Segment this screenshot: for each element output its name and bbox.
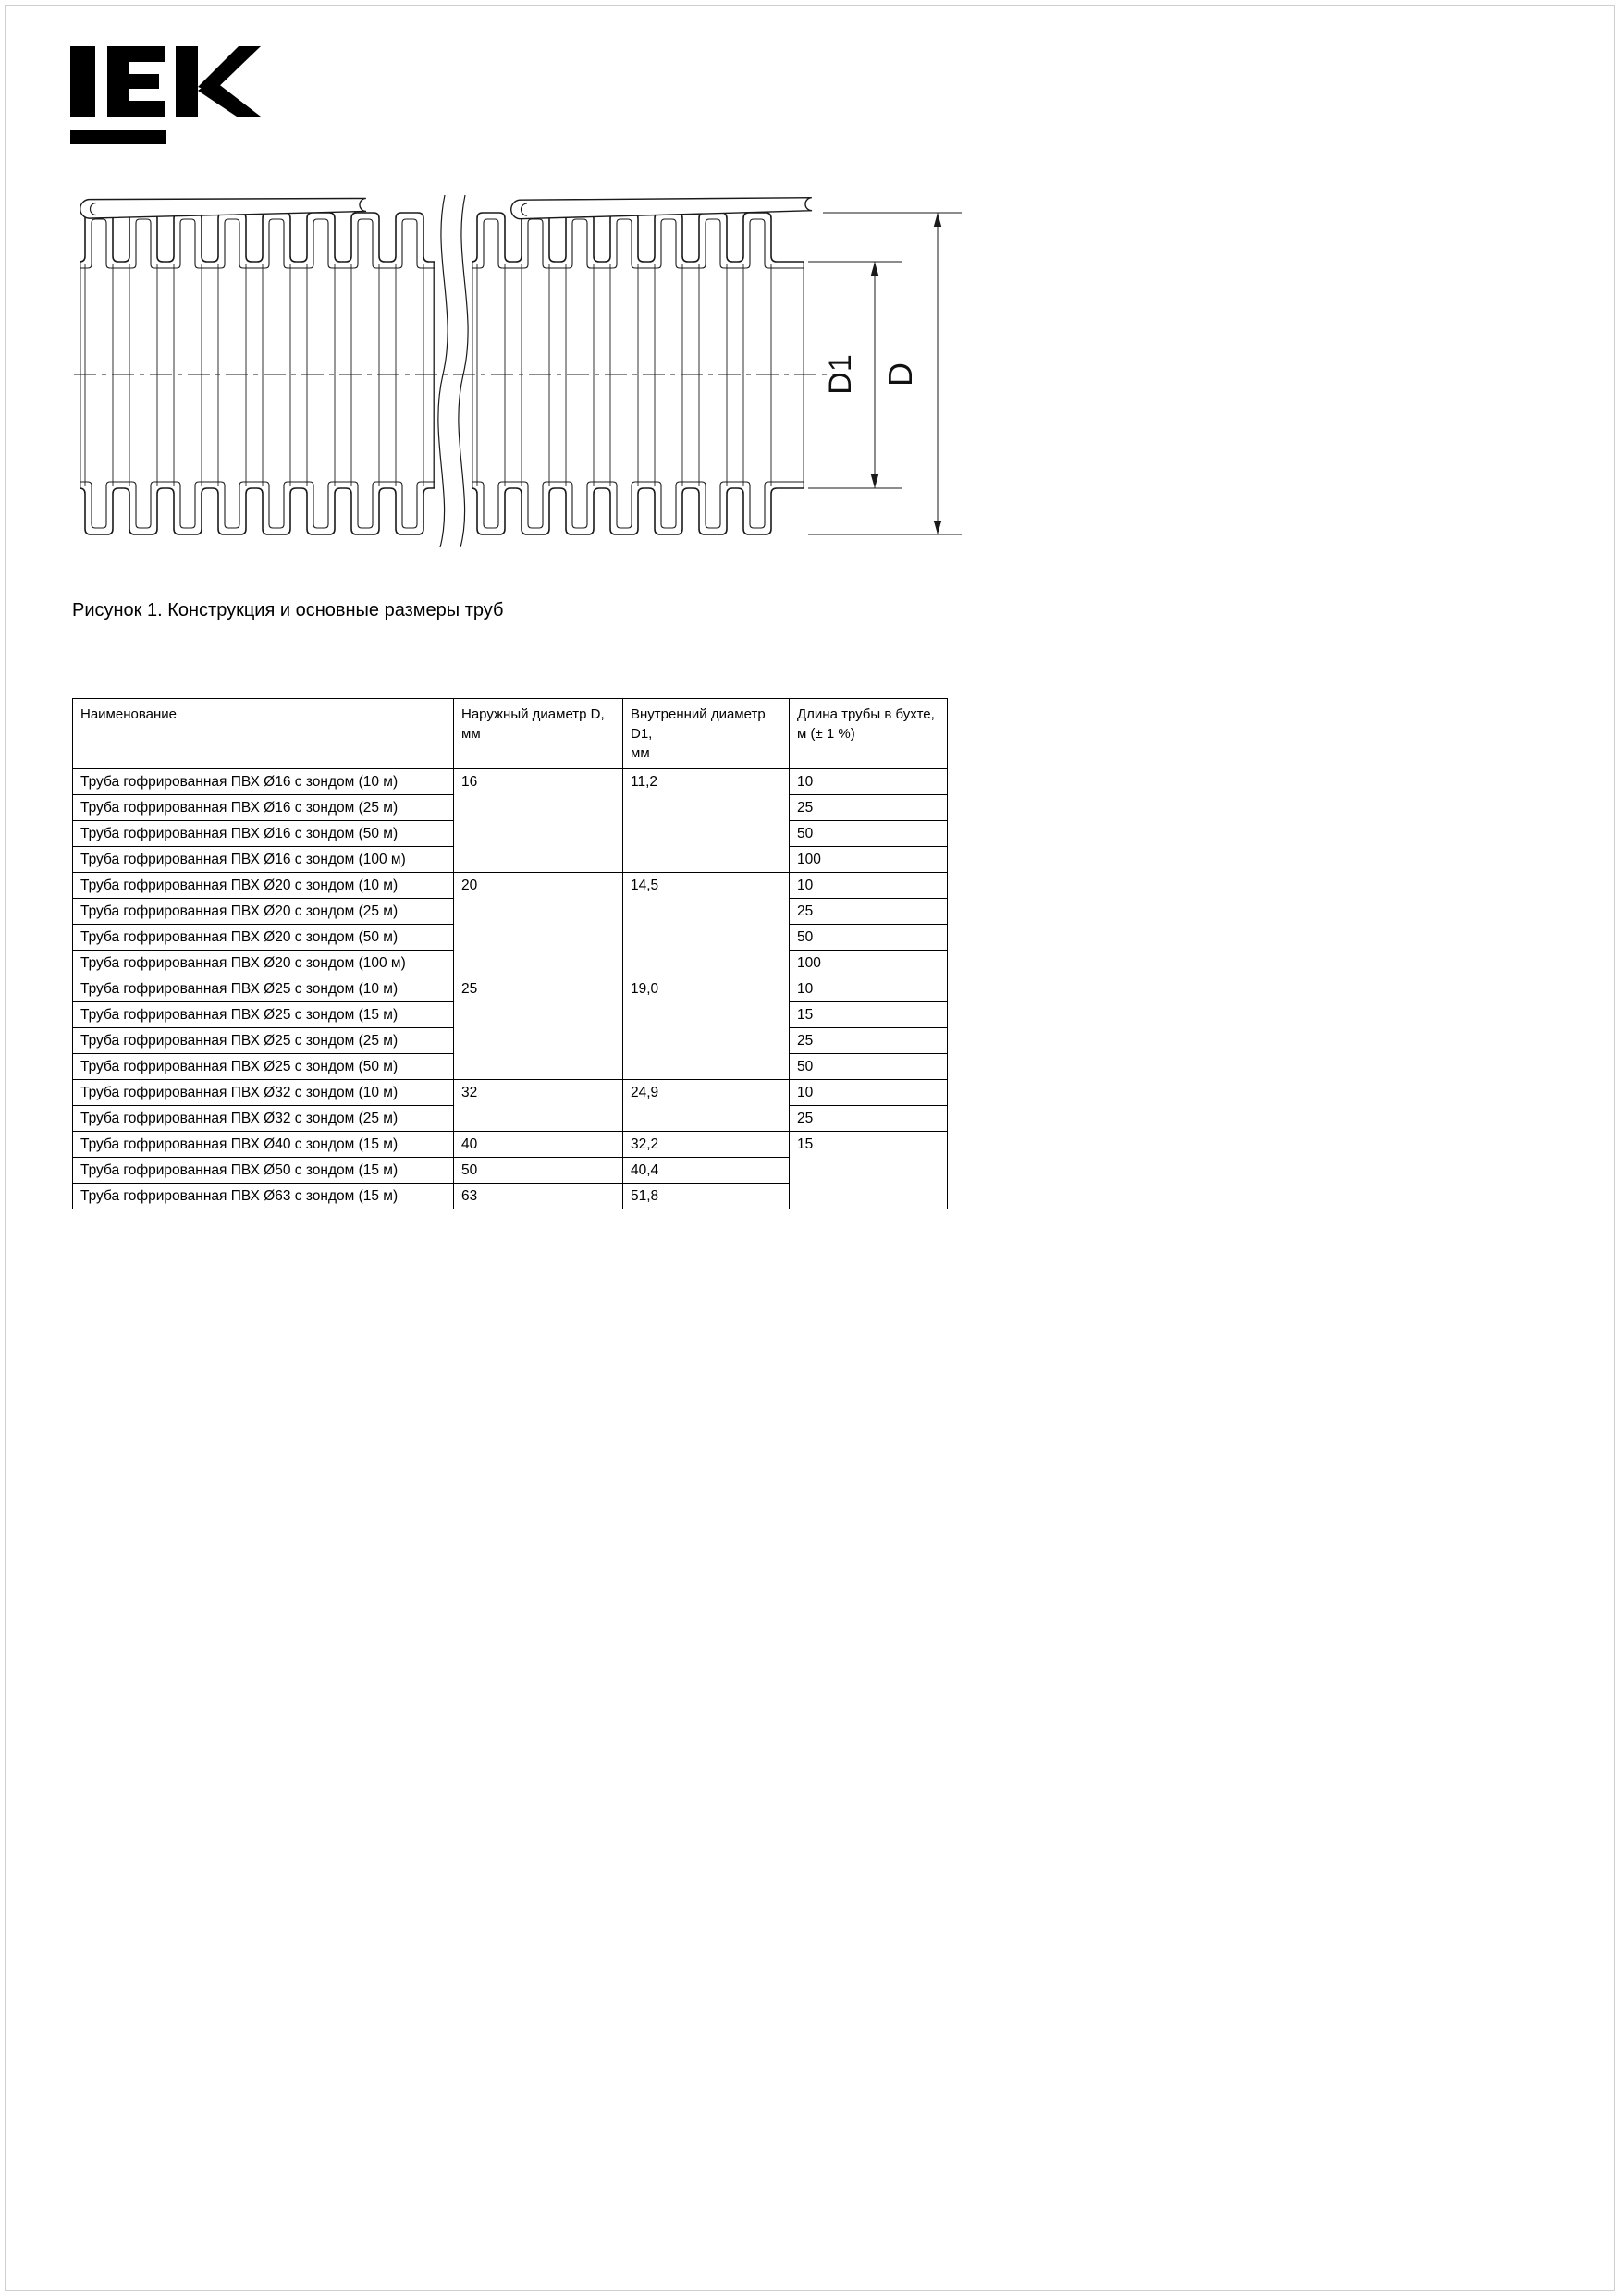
value-cell: 24,9 bbox=[623, 1080, 790, 1132]
spec-table-wrap bbox=[72, 698, 947, 1209]
value-cell: 25 bbox=[790, 1106, 948, 1132]
product-name-cell: Труба гофрированная ПВХ Ø25 с зондом (15 м) bbox=[73, 1002, 454, 1028]
spec-table bbox=[72, 698, 948, 1209]
value-cell: 40 bbox=[454, 1132, 623, 1158]
product-name-cell: Труба гофрированная ПВХ Ø16 с зондом (25 м) bbox=[73, 795, 454, 821]
value-cell: 15 bbox=[790, 1132, 948, 1209]
value-cell: 11,2 bbox=[623, 769, 790, 873]
value-cell: 50 bbox=[790, 821, 948, 847]
product-name-cell: Труба гофрированная ПВХ Ø25 с зондом (50 м) bbox=[73, 1054, 454, 1080]
product-name-cell: Труба гофрированная ПВХ Ø32 с зондом (10 м) bbox=[73, 1080, 454, 1106]
product-name-cell: Труба гофрированная ПВХ Ø32 с зондом (25 м) bbox=[73, 1106, 454, 1132]
product-name-cell: Труба гофрированная ПВХ Ø50 с зондом (15 м) bbox=[73, 1158, 454, 1184]
value-cell: 10 bbox=[790, 873, 948, 899]
value-cell: 100 bbox=[790, 847, 948, 873]
value-cell: 50 bbox=[790, 1054, 948, 1080]
product-name-cell: Труба гофрированная ПВХ Ø25 с зондом (10 м) bbox=[73, 976, 454, 1002]
product-name-cell: Труба гофрированная ПВХ Ø16 с зондом (50 м) bbox=[73, 821, 454, 847]
product-name-cell: Труба гофрированная ПВХ Ø16 с зондом (10 м) bbox=[73, 769, 454, 795]
table-header-row bbox=[73, 699, 948, 769]
pull-tape-right bbox=[511, 195, 813, 219]
figure-1-drawing bbox=[72, 190, 964, 555]
value-cell: 25 bbox=[790, 899, 948, 925]
product-name-cell: Труба гофрированная ПВХ Ø20 с зондом (25 м) bbox=[73, 899, 454, 925]
value-cell: 10 bbox=[790, 976, 948, 1002]
pipe-drawing bbox=[72, 190, 964, 550]
value-cell: 32,2 bbox=[623, 1132, 790, 1158]
product-name-cell: Труба гофрированная ПВХ Ø20 с зондом (50 м) bbox=[73, 925, 454, 951]
value-cell: 10 bbox=[790, 1080, 948, 1106]
column-header-3: Внутренний диаметр D1, мм bbox=[623, 699, 790, 769]
product-name-cell: Труба гофрированная ПВХ Ø20 с зондом (10 м) bbox=[73, 873, 454, 899]
pull-tape-left bbox=[80, 195, 367, 218]
value-cell: 63 bbox=[454, 1184, 623, 1209]
iek-logo-graphic bbox=[70, 46, 264, 148]
product-name-cell: Труба гофрированная ПВХ Ø63 с зондом (15 м) bbox=[73, 1184, 454, 1209]
product-name-cell: Труба гофрированная ПВХ Ø20 с зондом (100 м) bbox=[73, 951, 454, 976]
value-cell: 19,0 bbox=[623, 976, 790, 1080]
figure-caption: Рисунок 1. Конструкция и основные размеры труб bbox=[72, 600, 504, 620]
dim-label-d: D bbox=[881, 362, 919, 387]
value-cell: 32 bbox=[454, 1080, 623, 1132]
value-cell: 40,4 bbox=[623, 1158, 790, 1184]
iek-logo-underline bbox=[70, 130, 166, 144]
pipe-break-lines bbox=[438, 195, 468, 547]
value-cell: 15 bbox=[790, 1002, 948, 1028]
value-cell: 25 bbox=[790, 1028, 948, 1054]
value-cell: 100 bbox=[790, 951, 948, 976]
table-row bbox=[73, 976, 948, 1002]
table-row bbox=[73, 873, 948, 899]
iek-logo bbox=[70, 46, 264, 153]
column-header-2: Наружный диаметр D, мм bbox=[454, 699, 623, 769]
iek-logo-letters bbox=[70, 46, 261, 144]
value-cell: 10 bbox=[790, 769, 948, 795]
product-name-cell: Труба гофрированная ПВХ Ø16 с зондом (100 м) bbox=[73, 847, 454, 873]
spec-table-body bbox=[73, 769, 948, 1209]
value-cell: 25 bbox=[454, 976, 623, 1080]
table-row bbox=[73, 769, 948, 795]
dim-label-d1: D1 bbox=[823, 354, 858, 395]
value-cell: 20 bbox=[454, 873, 623, 976]
product-name-cell: Труба гофрированная ПВХ Ø25 с зондом (25 м) bbox=[73, 1028, 454, 1054]
value-cell: 51,8 bbox=[623, 1184, 790, 1209]
value-cell: 50 bbox=[454, 1158, 623, 1184]
column-header-4: Длина трубы в бухте, м (± 1 %) bbox=[790, 699, 948, 769]
value-cell: 14,5 bbox=[623, 873, 790, 976]
table-row bbox=[73, 1080, 948, 1106]
value-cell: 50 bbox=[790, 925, 948, 951]
value-cell: 16 bbox=[454, 769, 623, 873]
product-name-cell: Труба гофрированная ПВХ Ø40 с зондом (15 м) bbox=[73, 1132, 454, 1158]
value-cell: 25 bbox=[790, 795, 948, 821]
table-row bbox=[73, 1132, 948, 1158]
column-header-1: Наименование bbox=[73, 699, 454, 769]
